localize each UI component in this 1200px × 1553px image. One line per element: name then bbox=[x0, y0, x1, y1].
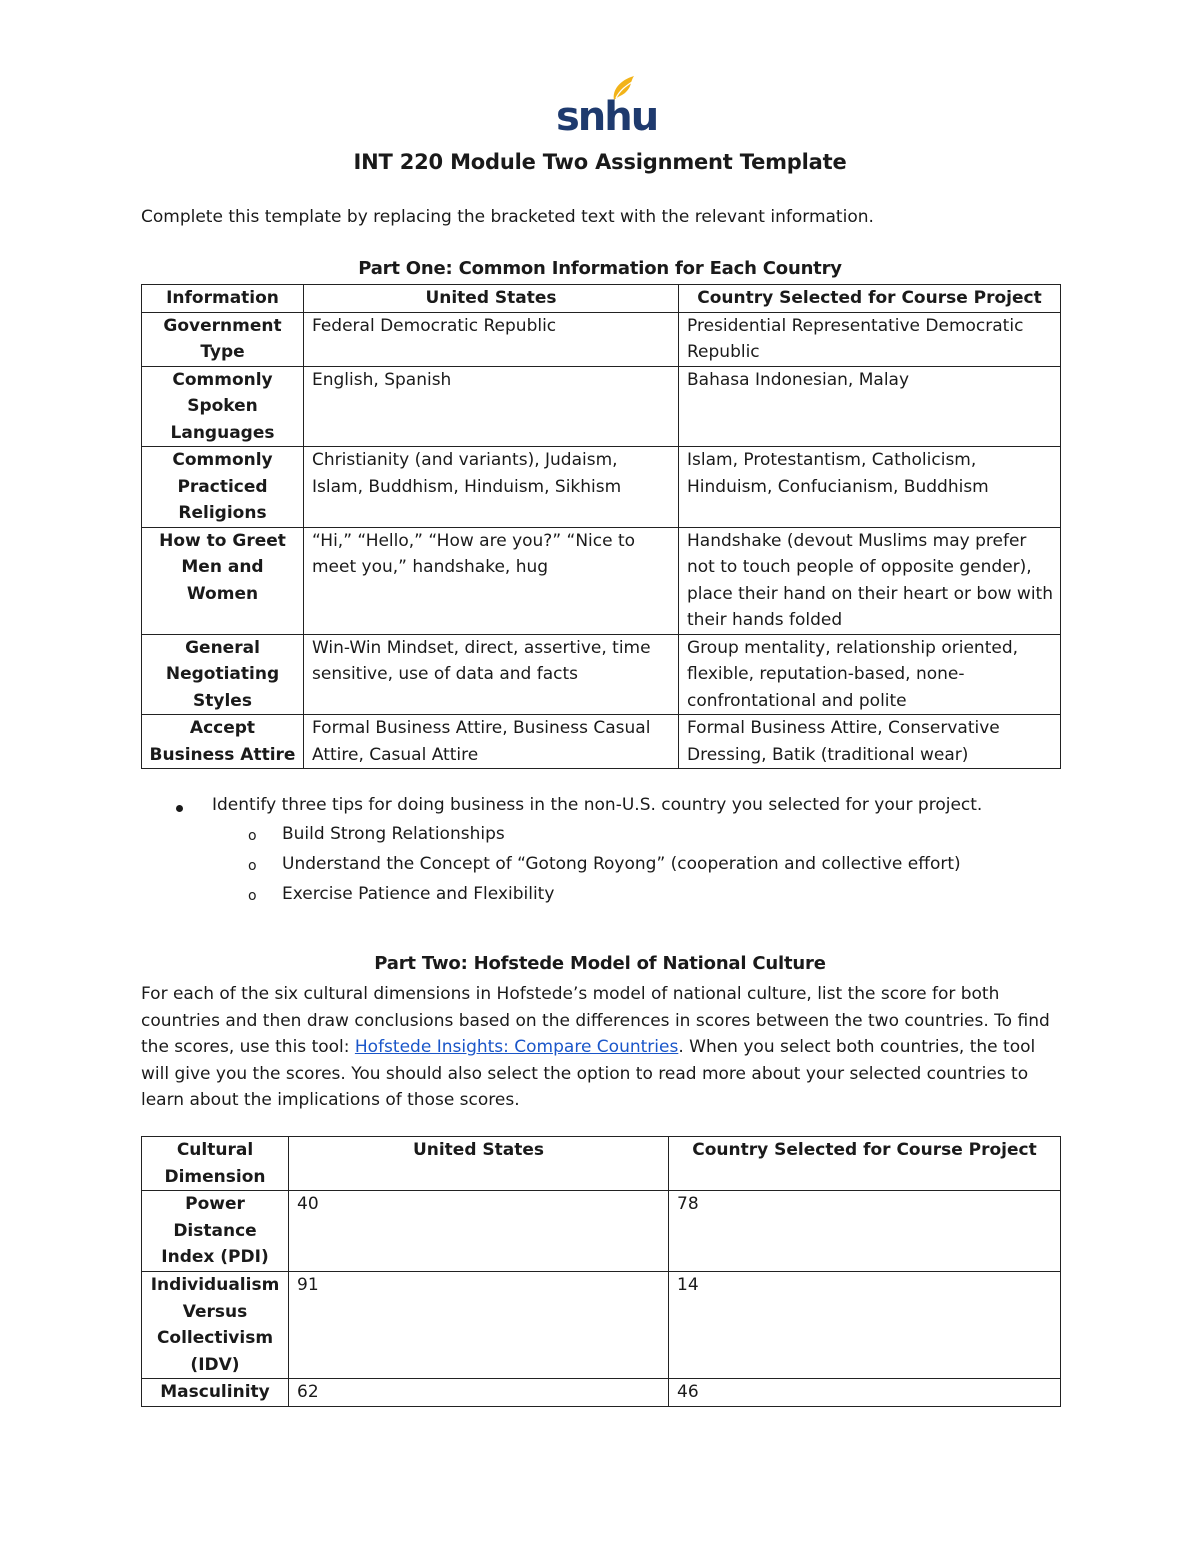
us-value: Formal Business Attire, Business Casual Attire, Casual Attire bbox=[304, 715, 679, 769]
row-label: Commonly Practiced Religions bbox=[142, 447, 304, 528]
us-value: Christianity (and variants), Judaism, Islam, Buddhism, Hinduism, Sikhism bbox=[304, 447, 679, 528]
us-score: 40 bbox=[289, 1191, 669, 1272]
row-label: Accept Business Attire bbox=[142, 715, 304, 769]
table-header-row bbox=[142, 1137, 1061, 1191]
us-value: “Hi,” “Hello,” “How are you?” “Nice to meet you,” handshake, hug bbox=[304, 527, 679, 634]
table-row bbox=[142, 1272, 1061, 1379]
us-value: English, Spanish bbox=[304, 366, 679, 447]
table-row bbox=[142, 366, 1061, 447]
header-selected-country: Country Selected for Course Project bbox=[679, 285, 1061, 313]
us-value: Federal Democratic Republic bbox=[304, 312, 679, 366]
logo-text: snhu bbox=[556, 94, 658, 140]
header-cultural-dimension: Cultural Dimension bbox=[142, 1137, 289, 1191]
table-row bbox=[142, 715, 1061, 769]
hofstede-table bbox=[141, 1136, 1061, 1407]
country-value: Formal Business Attire, Conservative Dressing, Batik (traditional wear) bbox=[679, 715, 1061, 769]
tip-text: Build Strong Relationships bbox=[282, 824, 505, 844]
country-value: Bahasa Indonesian, Malay bbox=[679, 366, 1061, 447]
table-row bbox=[142, 312, 1061, 366]
part-two-instructions bbox=[141, 981, 1066, 1114]
flame-leaf-icon bbox=[552, 72, 658, 140]
row-label: Commonly Spoken Languages bbox=[142, 366, 304, 447]
row-label: How to Greet Men and Women bbox=[142, 527, 304, 634]
instructions-text: For each of the six cultural dimensions in Hofstede’s model of national culture, list the score for both countries and then draw conclusions based on the differences in scores between the two countries. To find the scores, use this tool: bbox=[141, 984, 1050, 1057]
header-selected-country: Country Selected for Course Project bbox=[669, 1137, 1061, 1191]
us-score: 91 bbox=[289, 1272, 669, 1379]
instructions-text-continued: . When you select both countries, the tool will give you the scores. You should also select the option to read more about your selected countries to learn about the implications of those scores. bbox=[141, 1037, 1036, 1110]
us-score: 62 bbox=[289, 1379, 669, 1407]
country-score: 78 bbox=[669, 1191, 1061, 1272]
common-info-table bbox=[141, 284, 1061, 769]
header-information: Information bbox=[142, 285, 304, 313]
row-label: General Negotiating Styles bbox=[142, 634, 304, 715]
table-header-row bbox=[142, 285, 1061, 313]
country-score: 14 bbox=[669, 1272, 1061, 1379]
sub-bullet-icon: o bbox=[248, 828, 257, 844]
sub-bullet-icon: o bbox=[248, 888, 257, 904]
country-value: Presidential Representative Democratic Republic bbox=[679, 312, 1061, 366]
hofstede-compare-link[interactable]: Hofstede Insights: Compare Countries bbox=[354, 1037, 679, 1057]
country-value: Handshake (devout Muslims may prefer not to touch people of opposite gender), place their hand on their heart or bow with their hands folded bbox=[679, 527, 1061, 634]
table-row bbox=[142, 1379, 1061, 1407]
country-value: Islam, Protestantism, Catholicism, Hinduism, Confucianism, Buddhism bbox=[679, 447, 1061, 528]
intro-text: Complete this template by replacing the bracketed text with the relevant information. bbox=[141, 207, 874, 227]
row-label: Masculinity bbox=[142, 1379, 289, 1407]
row-label: Power Distance Index (PDI) bbox=[142, 1191, 289, 1272]
tips-prompt: Identify three tips for doing business in the non-U.S. country you selected for your project. bbox=[212, 795, 983, 815]
tip-text: Exercise Patience and Flexibility bbox=[282, 884, 555, 904]
snhu-logo bbox=[552, 72, 658, 140]
row-label: Government Type bbox=[142, 312, 304, 366]
table-row bbox=[142, 1191, 1061, 1272]
table-row bbox=[142, 527, 1061, 634]
part-two-title: Part Two: Hofstede Model of National Culture bbox=[374, 953, 826, 974]
row-label: Individualism Versus Collectivism (IDV) bbox=[142, 1272, 289, 1379]
sub-bullet-icon: o bbox=[248, 858, 257, 874]
header-united-states: United States bbox=[289, 1137, 669, 1191]
document-title: INT 220 Module Two Assignment Template bbox=[353, 150, 847, 174]
tip-text: Understand the Concept of “Gotong Royong” (cooperation and collective effort) bbox=[282, 854, 961, 874]
bullet-dot-icon bbox=[176, 805, 183, 812]
us-value: Win-Win Mindset, direct, assertive, time sensitive, use of data and facts bbox=[304, 634, 679, 715]
table-row bbox=[142, 447, 1061, 528]
part-one-title: Part One: Common Information for Each Country bbox=[358, 258, 842, 279]
table-row bbox=[142, 634, 1061, 715]
country-value: Group mentality, relationship oriented, flexible, reputation-based, none-confrontational and polite bbox=[679, 634, 1061, 715]
header-united-states: United States bbox=[304, 285, 679, 313]
country-score: 46 bbox=[669, 1379, 1061, 1407]
